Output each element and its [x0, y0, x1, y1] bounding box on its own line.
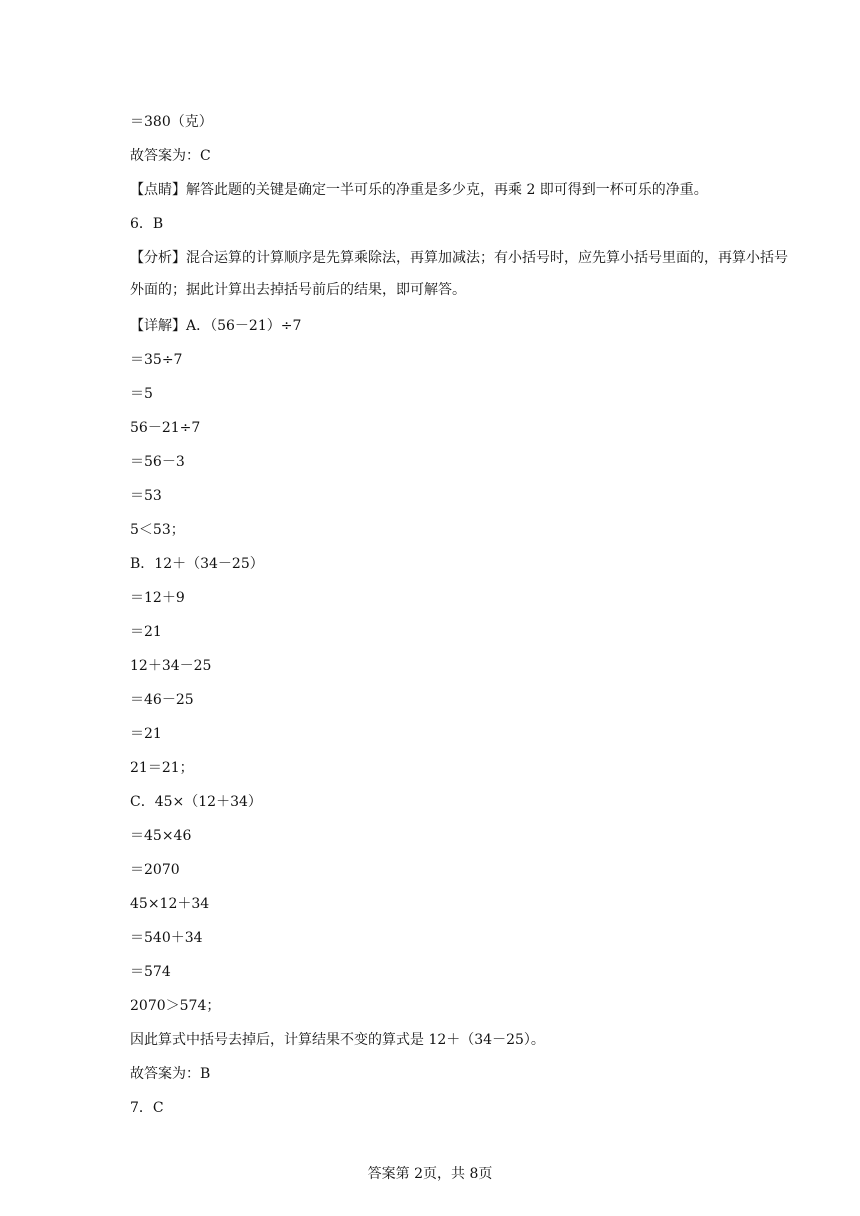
calc-line: ＝21: [130, 624, 162, 640]
calc-line: ＝53: [130, 488, 162, 504]
comparison-line: 2070＞574；: [130, 998, 221, 1014]
conclusion-line: 因此算式中括号去掉后，计算结果不变的算式是 12＋（34－25）。: [130, 1032, 545, 1048]
tip-paragraph: 【点睛】解答此题的关键是确定一半可乐的净重是多少克，再乘 2 即可得到一杯可乐的净重。: [130, 182, 708, 198]
calc-line: ＝5: [130, 386, 153, 402]
calc-line: ＝35÷7: [130, 352, 183, 368]
page-footer: 答案第 2页，共 8页: [367, 1166, 493, 1182]
calc-line: ＝574: [130, 964, 171, 980]
detail-heading-line: 【详解】A．（56－21）÷7: [130, 318, 302, 334]
calc-line: ＝46－25: [130, 692, 194, 708]
answer-line: 故答案为：C: [130, 148, 211, 164]
question-number: 7．C: [130, 1100, 164, 1116]
calc-line: ＝12＋9: [130, 590, 185, 606]
calc-line: ＝21: [130, 726, 162, 742]
calc-line: ＝56－3: [130, 454, 185, 470]
calc-line: ＝45×46: [130, 828, 192, 844]
analysis-paragraph: 【分析】混合运算的计算顺序是先算乘除法，再算加减法；有小括号时，应先算小括号里面的，再算小括号外面的；据此计算出去掉括号前后的结果，即可解答。: [130, 250, 788, 298]
calc-line: 12＋34－25: [130, 658, 212, 674]
comparison-line: 5＜53；: [130, 522, 185, 538]
option-line: B．12＋（34－25）: [130, 556, 264, 572]
option-line: C．45×（12＋34）: [130, 794, 262, 810]
comparison-line: 21＝21；: [130, 760, 194, 776]
calc-line: ＝380（克）: [130, 114, 213, 130]
calc-line: 45×12＋34: [130, 896, 210, 912]
question-number: 6．B: [130, 216, 164, 232]
answer-line: 故答案为：B: [130, 1066, 211, 1082]
calc-line: ＝2070: [130, 862, 180, 878]
calc-line: ＝540＋34: [130, 930, 203, 946]
calc-line: 56－21÷7: [130, 420, 201, 436]
